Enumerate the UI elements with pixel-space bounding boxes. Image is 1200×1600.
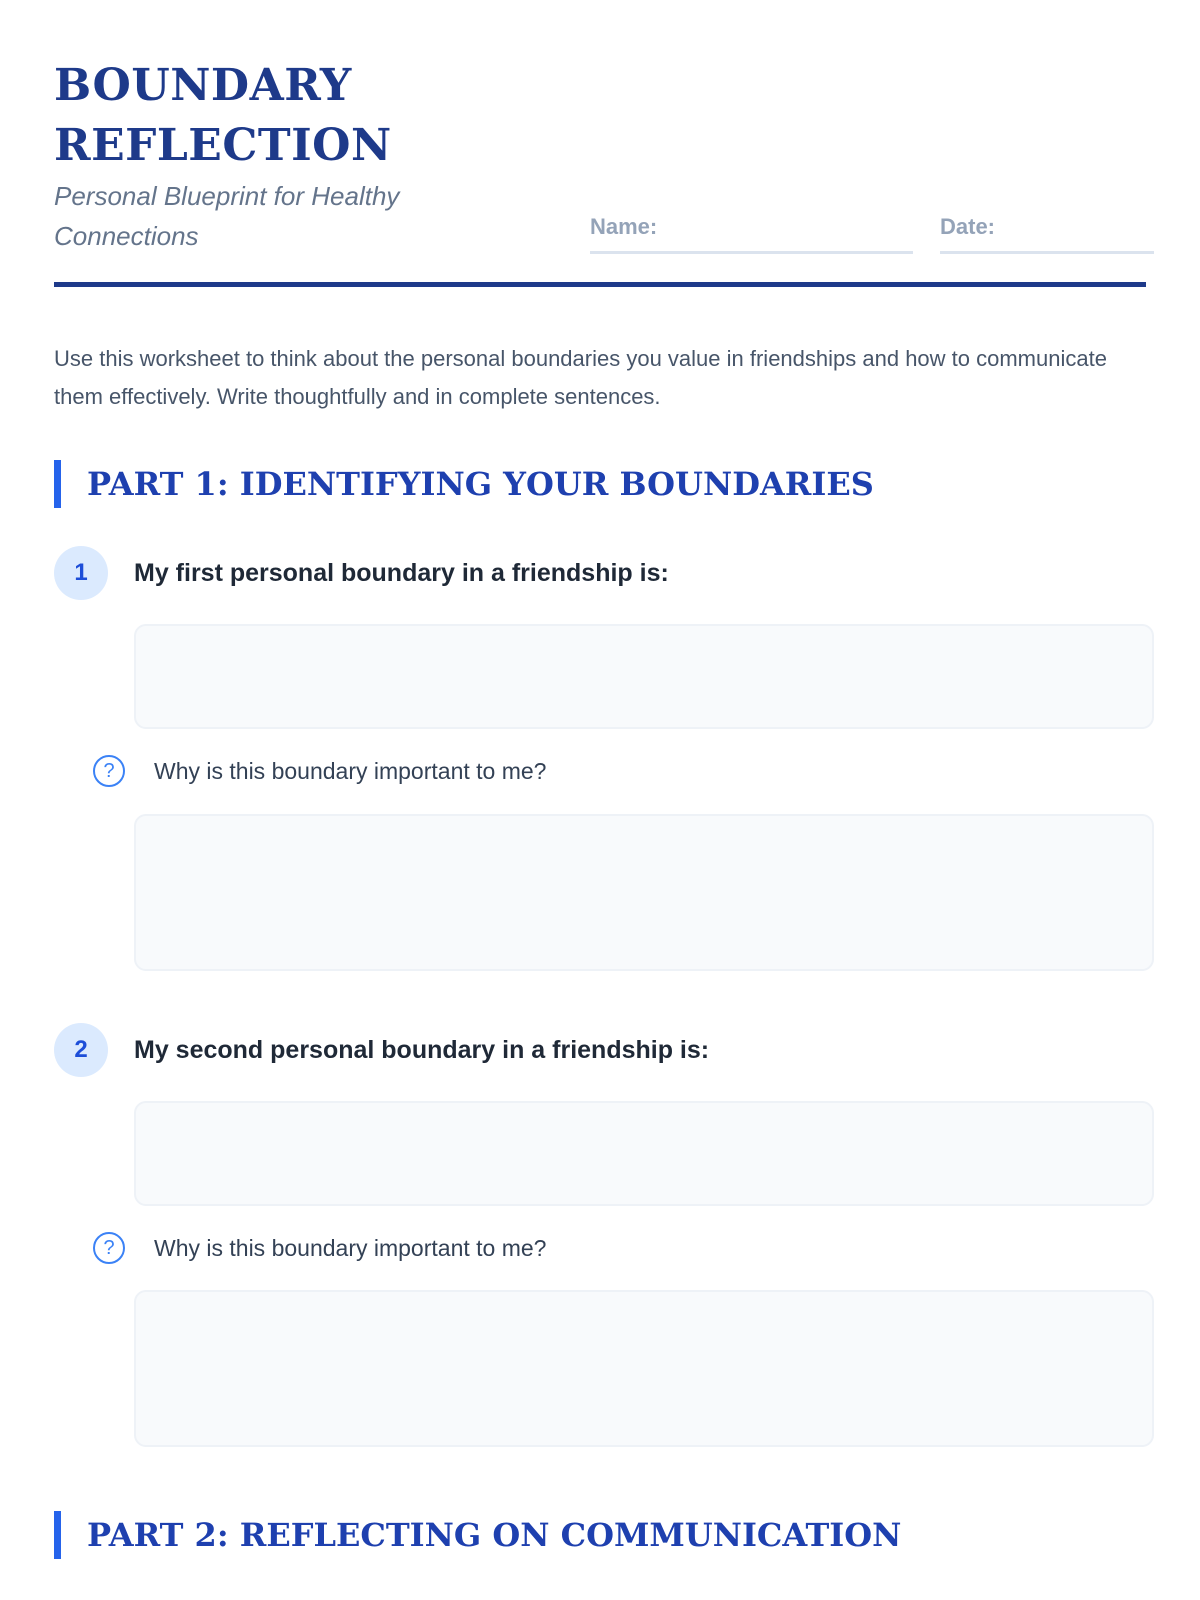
- question-circle-icon: ?: [93, 755, 125, 787]
- question-text: My second personal boundary in a friendship is:: [134, 1036, 710, 1064]
- answer-box[interactable]: [134, 624, 1154, 729]
- followup-answer-box[interactable]: [134, 1290, 1154, 1447]
- question-number-badge: 1: [54, 546, 108, 600]
- question-number-badge: 2: [54, 1023, 108, 1077]
- name-field[interactable]: [590, 210, 913, 254]
- date-label: Date:: [940, 214, 996, 239]
- followup-prompt: Why is this boundary important to me?: [154, 1235, 547, 1261]
- intro-text: Use this worksheet to think about the personal boundaries you value in friendships and how to communicate them effectively. Write thoughtfully and in complete sentences.: [54, 346, 1107, 409]
- question-text: My first personal boundary in a friendship is:: [134, 559, 669, 587]
- name-label: Name:: [590, 214, 658, 239]
- followup-prompt: Why is this boundary important to me?: [154, 758, 547, 784]
- date-field[interactable]: [940, 210, 1154, 254]
- section-title-part-2: PART 2: REFLECTING ON COMMUNICATION: [54, 1511, 1154, 1559]
- answer-box[interactable]: [134, 1101, 1154, 1206]
- worksheet-header: [54, 0, 1146, 287]
- section-title-part-1: PART 1: IDENTIFYING YOUR BOUNDARIES: [54, 460, 1154, 508]
- title-line-1: BOUNDARY: [54, 60, 352, 111]
- question-circle-icon: ?: [93, 1232, 125, 1264]
- title-line-2: REFLECTION: [54, 120, 392, 171]
- page-title: [54, 56, 534, 176]
- page-subtitle: Personal Blueprint for Healthy Connections: [54, 181, 400, 251]
- followup-answer-box[interactable]: [134, 814, 1154, 971]
